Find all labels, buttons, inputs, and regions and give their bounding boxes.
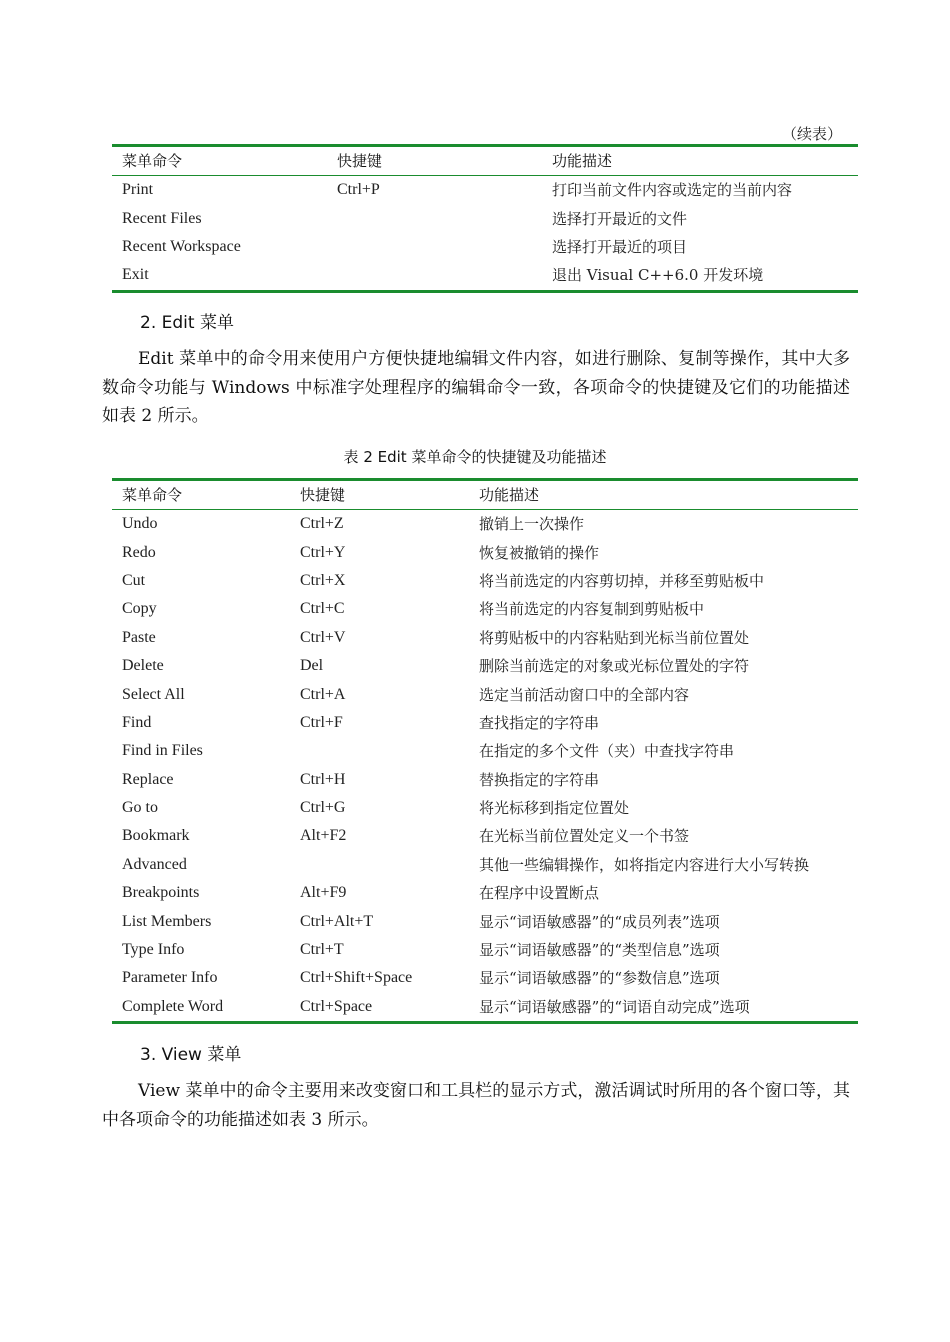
cell-description: 删除当前选定的对象或光标位置处的字符 [479, 657, 750, 676]
cell-description: 查找指定的字符串 [479, 713, 600, 732]
cell-menu-command: Paste [122, 628, 156, 646]
cell-menu-command: Exit [112, 261, 327, 291]
cell-description: 撤销上一次操作 [479, 515, 585, 534]
cell-description: 将光标移到指定位置处 [479, 799, 630, 818]
table-row [112, 680, 858, 708]
cell-menu-command: Copy [122, 600, 157, 618]
cell-menu-command: Replace [122, 770, 174, 788]
header-menu-command: 菜单命令 [112, 480, 290, 510]
cell-description: 选择打开最近的文件 [552, 209, 688, 228]
view-intro-paragraph [102, 1077, 850, 1134]
table-row [112, 510, 858, 539]
cell-description: 选择打开最近的项目 [552, 237, 688, 256]
edit-intro-paragraph [102, 345, 850, 431]
table-row [112, 851, 858, 879]
cell-shortcut: Ctrl+C [300, 600, 345, 618]
cell-menu-command: Delete [122, 657, 164, 675]
cell-shortcut: Alt+F2 [300, 827, 347, 845]
edit-menu-table [112, 478, 858, 1024]
header-description: 功能描述 [469, 480, 858, 510]
cell-description: 将当前选定的内容复制到剪贴板中 [479, 600, 705, 619]
section-heading-edit: 2. Edit 菜单 [140, 313, 234, 333]
cell-shortcut: Del [300, 657, 324, 675]
cell-menu-command: List Members [122, 912, 212, 930]
cell-menu-command: Find in Files [122, 742, 203, 760]
cell-shortcut: Ctrl+Alt+T [300, 912, 374, 930]
cell-shortcut: Ctrl+G [300, 799, 346, 817]
cell-description: 显示“词语敏感器”的“词语自动完成”选项 [469, 993, 858, 1023]
cell-menu-command: Breakpoints [122, 884, 200, 902]
continued-table-label: （续表） [781, 125, 842, 143]
cell-shortcut [327, 204, 542, 232]
header-description: 功能描述 [542, 146, 858, 176]
table-row [112, 993, 858, 1023]
cell-description: 替换指定的字符串 [479, 770, 600, 789]
cell-description: 其他一些编辑操作，如将指定内容进行大小写转换 [479, 855, 810, 874]
table-row [112, 794, 858, 822]
table-row [112, 204, 858, 232]
cell-shortcut: Ctrl+P [337, 181, 380, 199]
cell-shortcut: Ctrl+Space [290, 993, 469, 1023]
table-row [112, 233, 858, 261]
cell-description: 显示“词语敏感器”的“成员列表”选项 [479, 912, 720, 931]
table-row [112, 652, 858, 680]
cell-shortcut: Ctrl+Shift+Space [300, 969, 413, 987]
paragraph-text: View 菜单中的命令主要用来改变窗口和工具栏的显示方式，激活调试时所用的各个窗口等，其中各项命令的功能描述如表 3 所示。 [102, 1081, 850, 1130]
cell-shortcut [327, 261, 542, 291]
cell-shortcut: Ctrl+A [300, 685, 346, 703]
table2-caption: 表 2 Edit 菜单命令的快捷键及功能描述 [343, 448, 607, 466]
cell-menu-command: Advanced [122, 855, 187, 873]
cell-description: 在程序中设置断点 [479, 884, 600, 903]
table-row [112, 907, 858, 935]
cell-menu-command: Type Info [122, 941, 185, 959]
cell-shortcut [290, 737, 469, 765]
cell-menu-command: Complete Word [112, 993, 290, 1023]
cell-shortcut [327, 233, 542, 261]
table-row [112, 822, 858, 850]
table-row [112, 176, 858, 205]
header-menu-command: 菜单命令 [112, 146, 327, 176]
table-row [112, 936, 858, 964]
cell-description: 打印当前文件内容或选定的当前内容 [552, 181, 793, 200]
cell-shortcut: Ctrl+T [300, 941, 344, 959]
cell-menu-command: Redo [122, 543, 156, 561]
cell-description: 将当前选定的内容剪切掉，并移至剪贴板中 [479, 571, 765, 590]
cell-shortcut: Ctrl+H [300, 770, 346, 788]
cell-menu-command: Select All [122, 685, 185, 703]
cell-menu-command: Cut [122, 571, 146, 589]
cell-menu-command: Go to [122, 799, 158, 817]
cell-shortcut: Ctrl+Z [300, 515, 344, 533]
table-row [112, 766, 858, 794]
cell-description: 选定当前活动窗口中的全部内容 [479, 685, 690, 704]
cell-description: 显示“词语敏感器”的“类型信息”选项 [479, 941, 720, 960]
table-header-row [112, 146, 858, 176]
table-row [112, 709, 858, 737]
header-shortcut: 快捷键 [327, 146, 542, 176]
table-row [112, 567, 858, 595]
cell-menu-command: Parameter Info [122, 969, 218, 987]
table-row [112, 737, 858, 765]
cell-menu-command: Undo [122, 515, 158, 533]
cell-description: 显示“词语敏感器”的“参数信息”选项 [479, 969, 720, 988]
table-row [112, 595, 858, 623]
cell-description: 将剪贴板中的内容粘贴到光标当前位置处 [479, 628, 750, 647]
cell-menu-command: Find [122, 713, 152, 731]
cell-shortcut: Ctrl+Y [300, 543, 346, 561]
cell-shortcut: Alt+F9 [300, 884, 347, 902]
table-row [112, 624, 858, 652]
table-row [112, 879, 858, 907]
paragraph-text: Edit 菜单中的命令用来使用户方便快捷地编辑文件内容，如进行删除、复制等操作，其中大多数命令功能与 Windows 中标准字处理程序的编辑命令一致，各项命令的快捷键及它们的功能描述如表 2 所示。 [102, 349, 850, 426]
table-header-row [112, 480, 858, 510]
cell-shortcut [290, 851, 469, 879]
cell-description: 在光标当前位置处定义一个书签 [479, 827, 690, 846]
cell-shortcut: Ctrl+V [300, 628, 346, 646]
cell-description: 退出 Visual C++6.0 开发环境 [542, 261, 858, 291]
header-shortcut: 快捷键 [290, 480, 469, 510]
cell-menu-command: Print [122, 181, 154, 199]
cell-description: 在指定的多个文件（夹）中查找字符串 [479, 742, 735, 761]
table-row [112, 538, 858, 566]
cell-description: 恢复被撤销的操作 [479, 543, 600, 562]
file-menu-table-continued [112, 144, 858, 293]
cell-shortcut: Ctrl+X [300, 571, 346, 589]
table-row [112, 261, 858, 291]
table-row [112, 964, 858, 992]
cell-menu-command: Recent Files [122, 209, 202, 227]
cell-shortcut: Ctrl+F [300, 713, 343, 731]
cell-menu-command: Bookmark [122, 827, 190, 845]
section-heading-view: 3. View 菜单 [140, 1045, 242, 1065]
cell-menu-command: Recent Workspace [122, 237, 241, 255]
